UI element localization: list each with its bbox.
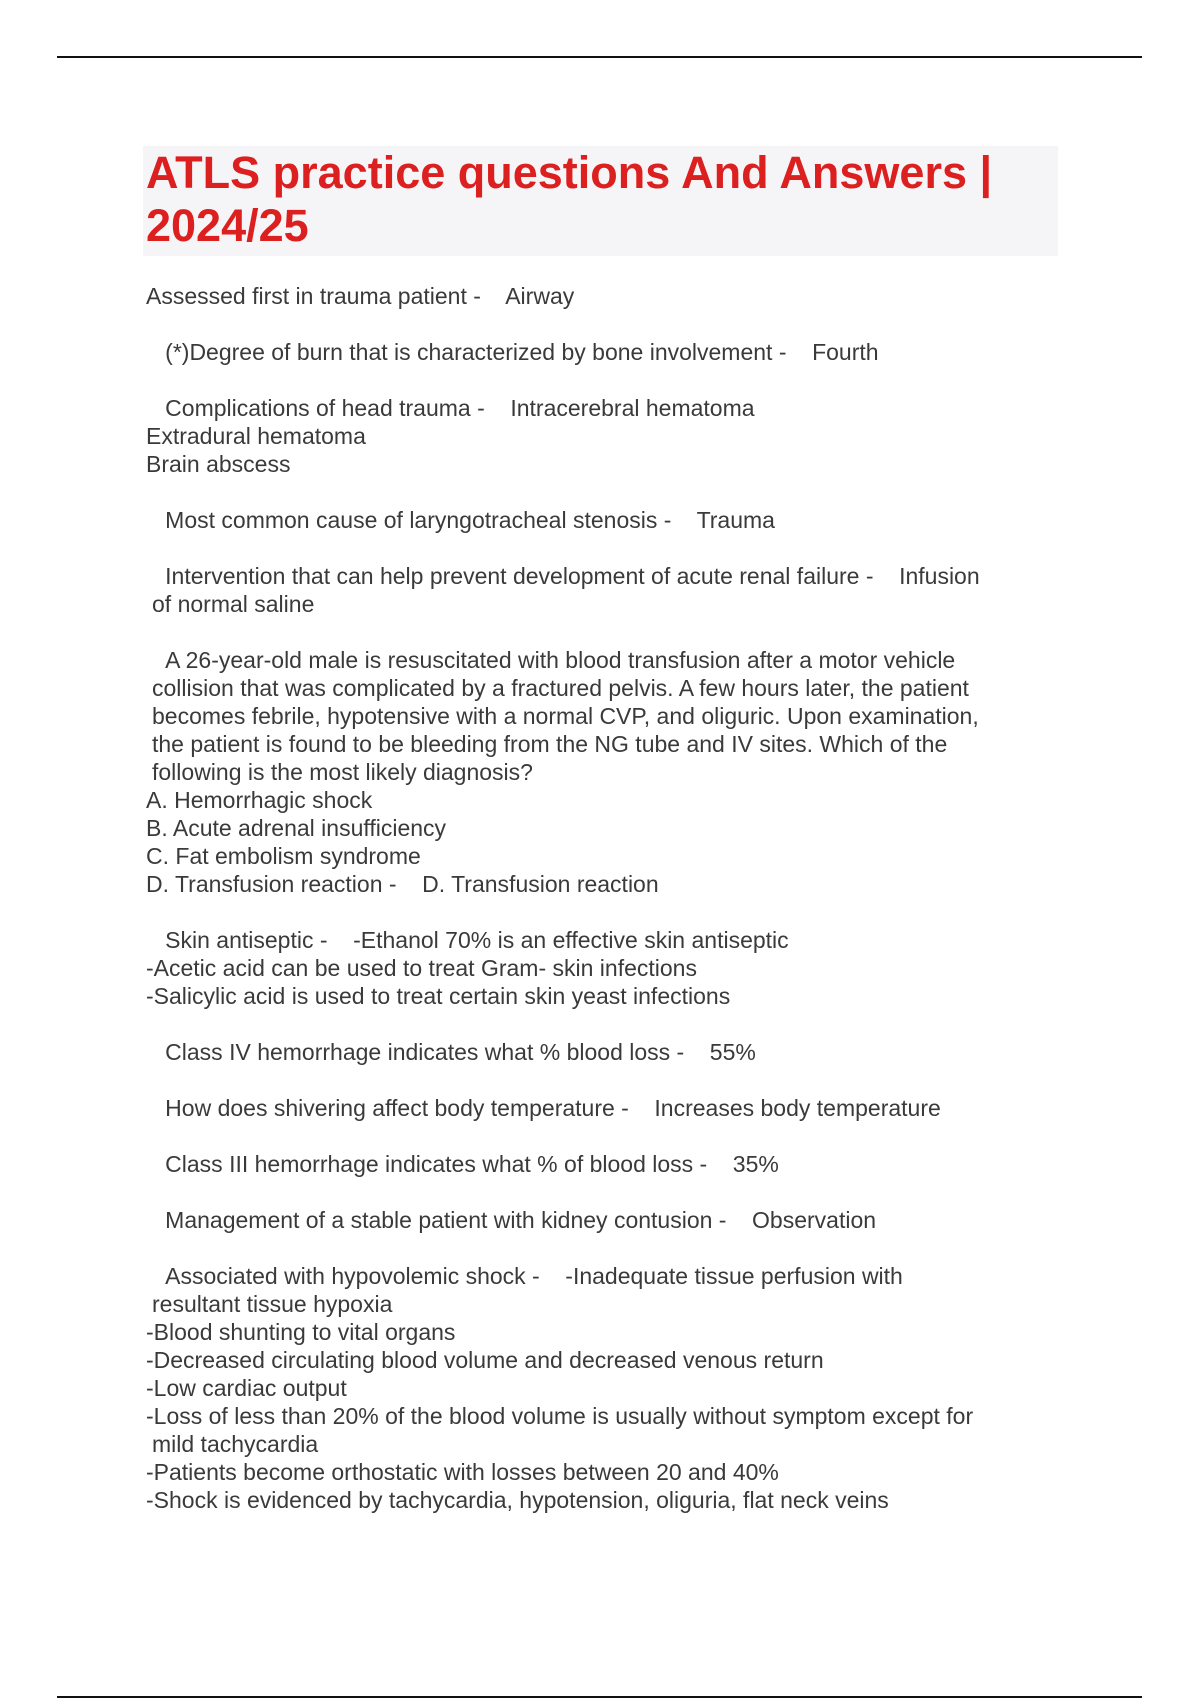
qa-item xyxy=(146,926,1066,1010)
question-text: (*)Degree of burn that is characterized by bone involvement xyxy=(165,339,773,365)
answer-text: Infusion xyxy=(899,563,980,589)
qa-item xyxy=(146,1038,1066,1066)
qa-item xyxy=(146,282,1066,310)
answer-line: Extradural hematoma xyxy=(146,423,366,449)
question-text: How does shivering affect body temperature xyxy=(165,1095,615,1121)
answer-text: Observation xyxy=(752,1207,877,1233)
answer-line: -Blood shunting to vital organs xyxy=(146,1319,456,1345)
answer-line: Brain abscess xyxy=(146,451,291,477)
answer-option: B. Acute adrenal insufficiency xyxy=(146,815,447,841)
answer-text: -Inadequate tissue perfusion with xyxy=(565,1263,903,1289)
qa-separator: - xyxy=(313,927,354,953)
answer-line: of normal saline xyxy=(152,591,315,617)
qa-content xyxy=(146,282,1066,1542)
question-line: the patient is found to be bleeding from the NG tube and IV sites. Which of the xyxy=(152,731,948,757)
qa-separator: - xyxy=(382,871,423,897)
qa-separator: - xyxy=(712,1207,753,1233)
qa-item xyxy=(146,1262,1066,1514)
answer-text: Increases body temperature xyxy=(654,1095,941,1121)
answer-line: -Low cardiac output xyxy=(146,1375,347,1401)
qa-separator: - xyxy=(466,283,506,309)
question-line: collision that was complicated by a fractured pelvis. A few hours later, the patient xyxy=(152,675,969,701)
question-text: Management of a stable patient with kidney contusion xyxy=(165,1207,713,1233)
qa-item xyxy=(146,338,1066,366)
answer-line: mild tachycardia xyxy=(152,1431,319,1457)
answer-text: D. Transfusion reaction xyxy=(422,871,659,897)
document-title: ATLS practice questions And Answers | 2024/25 xyxy=(146,147,993,251)
qa-separator: - xyxy=(670,1039,710,1065)
answer-line: -Patients become orthostatic with losses between 20 and 40% xyxy=(146,1459,779,1485)
question-line: A 26-year-old male is resuscitated with blood transfusion after a motor vehicle xyxy=(165,647,956,673)
answer-text: 55% xyxy=(709,1039,756,1065)
qa-separator: - xyxy=(657,507,697,533)
answer-text: 35% xyxy=(732,1151,779,1177)
qa-separator: - xyxy=(772,339,813,365)
answer-text: Intracerebral hematoma xyxy=(510,395,755,421)
top-rule xyxy=(57,56,1142,58)
answer-option: A. Hemorrhagic shock xyxy=(146,787,373,813)
answer-line: -Acetic acid can be used to treat Gram- skin infections xyxy=(146,955,697,981)
question-text: Associated with hypovolemic shock xyxy=(165,1263,526,1289)
qa-separator: - xyxy=(693,1151,733,1177)
qa-item xyxy=(146,1094,1066,1122)
qa-item xyxy=(146,562,1066,618)
question-text: Assessed first in trauma patient xyxy=(146,283,467,309)
answer-option: D. Transfusion reaction xyxy=(146,871,383,897)
qa-item xyxy=(146,1150,1066,1178)
answer-text: Airway xyxy=(505,283,575,309)
qa-separator: - xyxy=(859,563,900,589)
answer-line: -Salicylic acid is used to treat certain skin yeast infections xyxy=(146,983,731,1009)
bottom-rule xyxy=(57,1696,1142,1698)
answer-text: Fourth xyxy=(812,339,879,365)
answer-line: -Shock is evidenced by tachycardia, hypotension, oliguria, flat neck veins xyxy=(146,1487,889,1513)
question-text: Intervention that can help prevent development of acute renal failure xyxy=(165,563,860,589)
qa-item xyxy=(146,646,1066,898)
question-text: Skin antiseptic xyxy=(165,927,314,953)
question-text: Class IV hemorrhage indicates what % blood loss xyxy=(165,1039,671,1065)
question-line: following is the most likely diagnosis? xyxy=(152,759,533,785)
question-text: Class III hemorrhage indicates what % of blood loss xyxy=(165,1151,694,1177)
qa-item xyxy=(146,394,1066,478)
answer-line: -Decreased circulating blood volume and decreased venous return xyxy=(146,1347,824,1373)
answer-text: -Ethanol 70% is an effective skin antiseptic xyxy=(353,927,789,953)
qa-separator: - xyxy=(470,395,511,421)
answer-text: Trauma xyxy=(696,507,775,533)
question-text: Most common cause of laryngotracheal stenosis xyxy=(165,507,658,533)
qa-item xyxy=(146,1206,1066,1234)
answer-line: -Loss of less than 20% of the blood volume is usually without symptom except for xyxy=(146,1403,974,1429)
question-line: becomes febrile, hypotensive with a normal CVP, and oliguric. Upon examination, xyxy=(152,703,979,729)
answer-option: C. Fat embolism syndrome xyxy=(146,843,421,869)
qa-item xyxy=(146,506,1066,534)
qa-separator: - xyxy=(525,1263,566,1289)
question-text: Complications of head trauma xyxy=(165,395,471,421)
answer-line: resultant tissue hypoxia xyxy=(152,1291,393,1317)
qa-separator: - xyxy=(614,1095,655,1121)
